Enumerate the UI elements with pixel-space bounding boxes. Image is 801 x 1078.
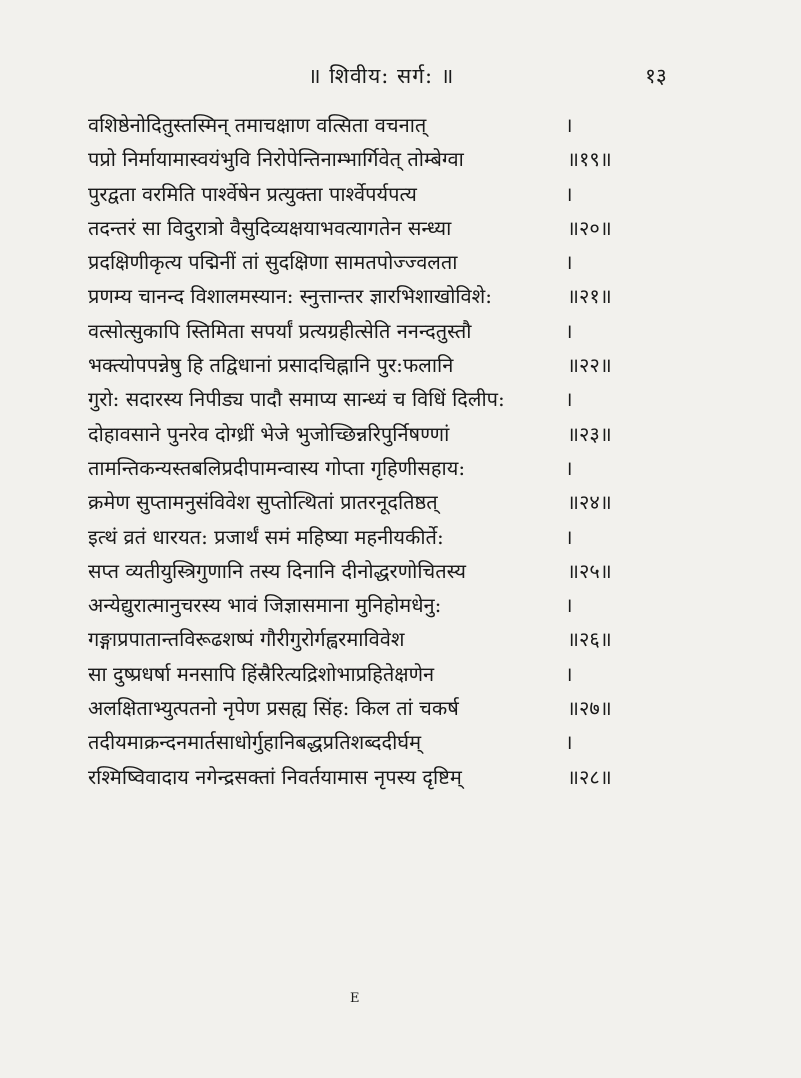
danda-mark: । (565, 455, 573, 480)
verse-text: क्रमेण सुप्तामनुसंविवेश सुप्तोत्थितां प्रातरनूदतिष्ठत् (88, 490, 438, 515)
verse-line (0, 451, 801, 485)
verse-number: ॥२०॥ (567, 215, 612, 240)
verse-text: रश्मिष्विवादाय नगेन्द्रसक्तां निवर्तयामास नृपस्य दृष्टिम् (88, 764, 462, 789)
verse-line (0, 554, 801, 588)
chapter-title: ॥ शिवीय: सर्ग: ॥ (308, 64, 455, 88)
verse-text: पप्रो निर्मायामास्वयंभुवि निरोपेन्तिनाम्भार्गिवेत् तोम्बेग्वा (88, 147, 464, 172)
verse-text: अन्येद्युरात्मानुचरस्य भावं जिज्ञासमाना मुनिहोमधेनु: (88, 593, 442, 618)
verse-number: ॥२१॥ (567, 284, 612, 309)
danda-mark: । (565, 250, 573, 275)
danda-mark: । (565, 181, 573, 206)
verse-text: इत्थं व्रतं धारयत: प्रजार्थं समं महिष्या महनीयकीर्ते: (88, 524, 444, 549)
signature-mark: E (350, 991, 360, 1006)
verse-line (0, 211, 801, 245)
verse-number: ॥२७॥ (567, 696, 612, 721)
verse-number: ॥२२॥ (567, 353, 612, 378)
verse-text: अलक्षिताभ्युत्पतनो नृपेण प्रसह्य सिंह: किल तां चकर्ष (88, 696, 459, 721)
verse-line (0, 725, 801, 759)
verse-line (0, 142, 801, 176)
verse-text: पुरद्वता वरमिति पार्श्वेषेन प्रत्युक्ता पार्श्वेपर्यपत्य (88, 181, 417, 206)
verse-line (0, 760, 801, 794)
danda-mark: । (565, 524, 573, 549)
verse-line (0, 382, 801, 416)
verse-text: प्रदक्षिणीकृत्य पद्मिनीं तां सुदक्षिणा सामतपोज्ज्वलता (88, 250, 458, 275)
verse-text: सा दुष्प्रधर्षा मनसापि हिंस्रैरित्यद्रिशोभाप्रहितेक्षणेन (88, 661, 435, 686)
verse-text: वत्सोत्सुकापि स्तिमिता सपर्यां प्रत्यग्रहीत्सेति ननन्दतुस्तौ (88, 318, 472, 343)
verse-number: ॥२६॥ (567, 627, 612, 652)
verse-text: वशिष्ठेनोदितुस्तस्मिन् तमाचक्षाण वत्सिता वचनात् (88, 113, 427, 137)
verse-line (0, 245, 801, 279)
danda-mark: । (565, 730, 573, 755)
danda-mark: । (565, 318, 573, 343)
verse-text: तदीयमाक्रन्दनमार्तसाधोर्गुहानिबद्धप्रतिशब्ददीर्घम् (88, 730, 422, 755)
verse-number: ॥१९॥ (567, 147, 612, 172)
verse-number: ॥२८॥ (567, 764, 612, 789)
verse-line (0, 279, 801, 313)
verse-line (0, 520, 801, 554)
verse-number: ॥२५॥ (567, 558, 612, 583)
verse-number: ॥२३॥ (567, 421, 612, 446)
verse-text: प्रणम्य चानन्द विशालमस्यान: स्नुत्तान्तर ज्ञारभिशाखोविशे: (88, 284, 493, 309)
verse-line (0, 485, 801, 519)
danda-mark: । (565, 387, 573, 412)
verse-line (0, 177, 801, 211)
verse-number: ॥२४॥ (567, 490, 612, 515)
verse-line (0, 588, 801, 622)
danda-mark: । (565, 661, 573, 686)
verse-text: गुरो: सदारस्य निपीड्य पादौ समाप्य सान्ध्यं च विधिं दिलीप: (88, 387, 505, 412)
verse-line (0, 691, 801, 725)
verse-line (0, 417, 801, 451)
verse-block (0, 108, 801, 794)
verse-text: तामन्तिकन्यस्तबलिप्रदीपामन्वास्य गोप्ता गृहिणीसहाय: (88, 455, 466, 480)
danda-mark: । (565, 113, 573, 137)
verse-line (0, 348, 801, 382)
verse-text: गङ्गाप्रपातान्तविरूढशष्पं गौरीगुरोर्गह्वरमाविवेश (88, 627, 405, 652)
page-header (0, 62, 801, 96)
verse-line (0, 314, 801, 348)
verse-text: भक्त्योपपन्नेषु हि तद्विधानां प्रसादचिह्नानि पुर:फलानि (88, 353, 454, 378)
verse-line (0, 657, 801, 691)
page-number: १३ (645, 64, 667, 88)
danda-mark: । (565, 593, 573, 618)
verse-text: तदन्तरं सा विदुरात्रो वैसुदिव्यक्षयाभवत्यागतेन सन्ध्या (88, 215, 452, 240)
verse-text: सप्त व्यतीयुस्त्रिगुणानि तस्य दिनानि दीनोद्धरणोचितस्य (88, 558, 466, 583)
verse-line (0, 108, 801, 142)
verse-text: दोहावसाने पुनरेव दोग्ध्रीं भेजे भुजोच्छिन्नरिपुर्निषण्णां (88, 421, 450, 446)
verse-line (0, 622, 801, 656)
